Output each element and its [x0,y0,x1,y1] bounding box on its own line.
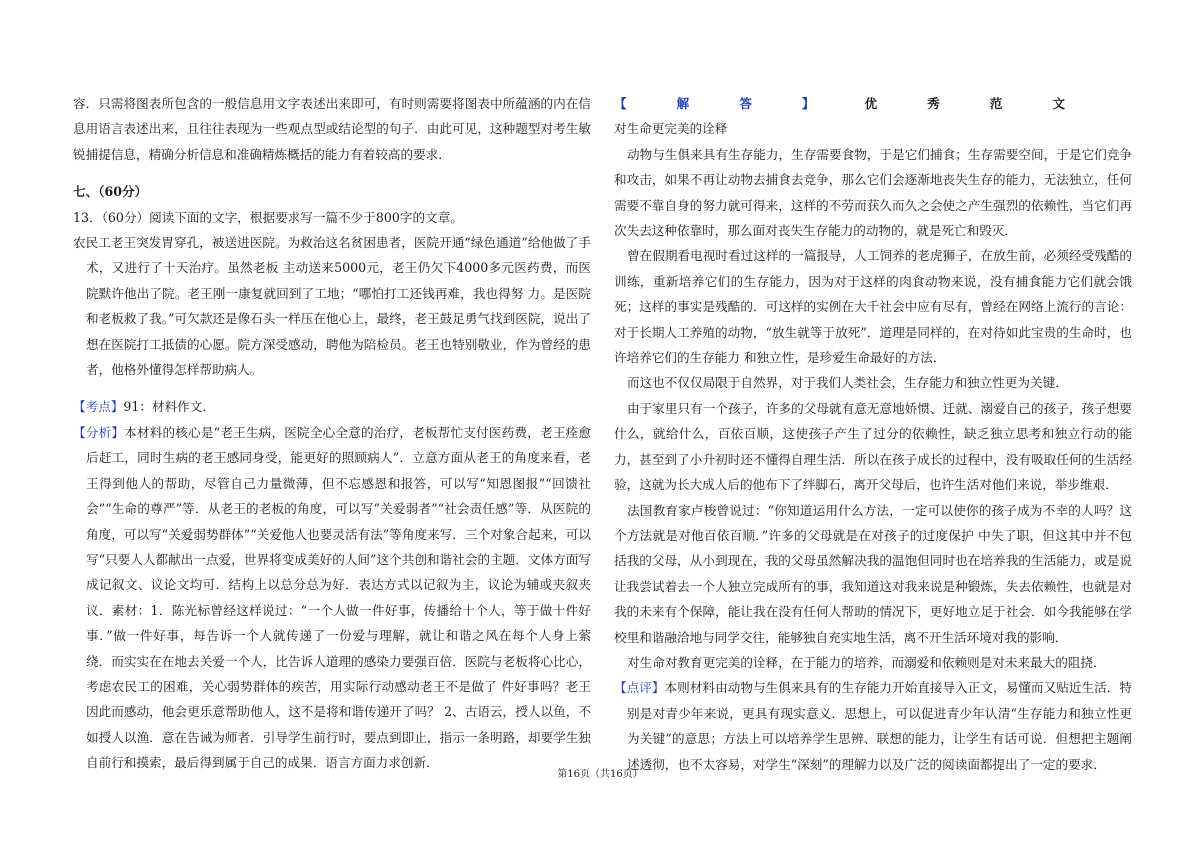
right-column [614,91,1132,777]
material-paragraph: 农民工老王突发胃穿孔，被送进医院。为救治这名贫困患者，医院开通“绿色通道”给他做了手术，又进行了十天治疗。虽然老板 主动送来5000元，老王仍欠下4000多元医药费，而医院默许他出了院。老王刚一康复就回到了工地；“哪怕打工还钱再难，我也得努 力。是医院和老板救了我。”可欠款还是像石头一样压在他心上，最终，老王鼓足勇气找到医院，说出了想在医院打工抵债的心愿。院方深受感动，聘他为陪检员。老王也特别敬业，作为曾经的患者，他格外懂得怎样帮助病人。 [73,235,591,378]
intro-paragraph: 容．只需将图表所包含的一般信息用文字表述出来即可，有时则需要将图表中所蕴涵的内在信息用语言表述出来，且往往表现为一些观点型或结论型的句子．由此可见，这种题型对考生敏锐捕提信息，精确分析信息和准确精炼概括的能力有着较高的要求． [73,96,591,162]
essay-paragraph: 曾在假期看电视时看过这样的一篇报导，人工饲养的老虎狮子，在放生前，必须经受残酷的训练，重新培养它们的生存能力，因为对于这样的肉食动物来说，没有捕食能力它们就会饿死；这样的事实是残酷的．可这样的实例在大千社会中应有尽有，曾经在网络上流行的言论：对于长期人工养殖的动物，“放生就等于放死”．道理是同样的，在对待如此宝贵的生命时，也许培养它们的生存能力 和独立性，是珍爱生命最好的方法． [614,248,1132,366]
answer-heading-char: 【 [614,96,627,111]
dianping-block [614,675,1132,777]
dianping-tag: 【点评】 [614,680,665,696]
question-line: 13．（60分）阅读下面的文字，根据要求写一篇不少于800字的文章。 [73,209,463,225]
answer-heading-char: 】 [801,96,815,111]
section-heading: 七、（60分） [73,184,148,200]
answer-heading-char: 优 [864,96,878,111]
dianping-text: 本则材料由动物与生俱来具有的生存能力开始直接导入正文，易懂而又贴近生活．特别是对青少年来说，更具有现实意义．思想上，可以促进青少年认清“生存能力和独立性更为关键”的意思；方法上可以培养学生思辨、联想的能力，让学生有话可说．但想把主题阐述透彻，也不太容易，对学生“深刻”的理解力以及广泛的阅读面都提出了一定的要求． [627,680,1133,772]
fenxi-tag: 【分析】 [73,424,125,440]
essay-paragraph: 法国教育家卢梭曾说过：“你知道运用什么方法，一定可以使你的孩子成为不幸的人吗？这个方法就是对他百依百顺．”许多的父母就是在对孩子的过度保护 中失了职，但这其中并不包括我的父母，从小到现在，我的父母虽然解决我的温饱但同时也在培养我的生活能力，或是说让我尝试着去一个人独立完成所有的事，我知道这对我来说是种锻炼，失去依赖性，也就是对我的未来有个保障，能让我在没有任何人帮助的情况下，更好地立足于社会．如今我能够在学校里和谐融洽地与同学交往，能够独自充实地生活，离不开生活环境对我的影响． [614,502,1132,645]
essay-paragraph: 由于家里只有一个孩子，许多的父母就有意无意地娇惯、迁就、溺爱自己的孩子，孩子想要什么，就给什么，百依百顺，这使孩子产生了过分的依赖性，缺乏独立思考和独立行动的能力，甚至到了小升初时还不懂得自理生活．所以在孩子成长的过程中，没有吸取任何的生活经验，这就为长大成人后的他布下了绊脚石，离开父母后，也许生活对他们来说，举步维艰． [614,400,1132,493]
answer-heading-char: 答 [739,96,752,111]
spacer [73,167,591,179]
essay-title: 对生命更完美的诠释 [614,121,728,137]
fenxi-block [73,420,591,776]
kaodian-text: 91：材料作文． [123,399,215,415]
essay-paragraph: 对生命对教育更完美的诠释，在于能力的培养，而溺爱和依赖则是对未来最大的阻挠． [627,654,1106,670]
kaodian-tag: 【考点】 [73,399,124,415]
answer-heading-char: 秀 [927,96,940,111]
answer-heading-char: 范 [989,96,1003,111]
spacer [73,382,591,394]
page-footer: 第16页（共16页） [557,769,643,780]
answer-heading-char: 文 [1052,96,1065,111]
kaodian-block [73,394,591,419]
left-column [73,91,591,776]
answer-heading-char: 解 [676,96,690,111]
essay-paragraph: 而这也不仅仅局限于自然界，对于我们人类社会，生存能力和独立性更为关键． [627,375,1068,391]
answer-heading [614,91,1065,116]
fenxi-text: 本材料的核心是“老王生病，医院全心全意的治疗，老板帮忙支付医药费，老王痊愈后赶工，同时生病的老王感同身受，能更好的照顾病人”．立意方面从老王的角度来看，老王得到他人的帮助，尽管自己力量微薄，但不忘感恩和报答，可以写“知恩图报”“回馈社会”“生命的尊严”等．从老王的老板的角度，可以写“关爱弱者”“社会责任感”等．从医院的角度，可以写“关爱弱势群体”“关爱他人也要灵活有法”等角度来写．三个对象合起来，可以写“只要人人都献出一点爱，世界将变成美好的人间”这个共创和谐社会的主题．文体方面写成记叙文、议论文均可．结构上以总分总为好．表达方式以记叙为主，议论为辅或夹叙夹议．素材：1．陈光标曾经这样说过：“一个人做一件好事，传播给十个人，等于做十件好事．”做一件好事，每告诉一个人就传递了一份爱与理解，就让和谐之风在每个人身上萦 绕．而实实在在地去关爱一个人，比告诉人道理的感染力要强百倍．医院与老板将心比心，考虑农民工的困难，关心弱势群体的疾苦，用实际行动感动老王不是做了 件好事吗？老王因此而感动，他会更乐意帮助他人，这不是将和谐传递开了吗？ 2、古语云，授人以鱼，不如授人以渔．意在告诫为师者．引导学生前行时，要点到即止，指示一条明路，却要学生独自前行和摸索，最后得到属于自己的成果．语言方面力求创新． [86,424,591,771]
essay-paragraph: 动物与生俱来具有生存能力，生存需要食物，于是它们捕食；生存需要空间，于是它们竞争和攻击，如果不再让动物去捕食去竞争，那么它们会逐渐地丧失生存的能力，无法独立，任何需要不靠自身的努力就可得来，这样的不劳而获久而久之会使之产生强烈的依赖性，当它们再次失去这种依靠时，那么面对丧失生存能力的动物的，就是死亡和毁灭． [614,146,1132,239]
